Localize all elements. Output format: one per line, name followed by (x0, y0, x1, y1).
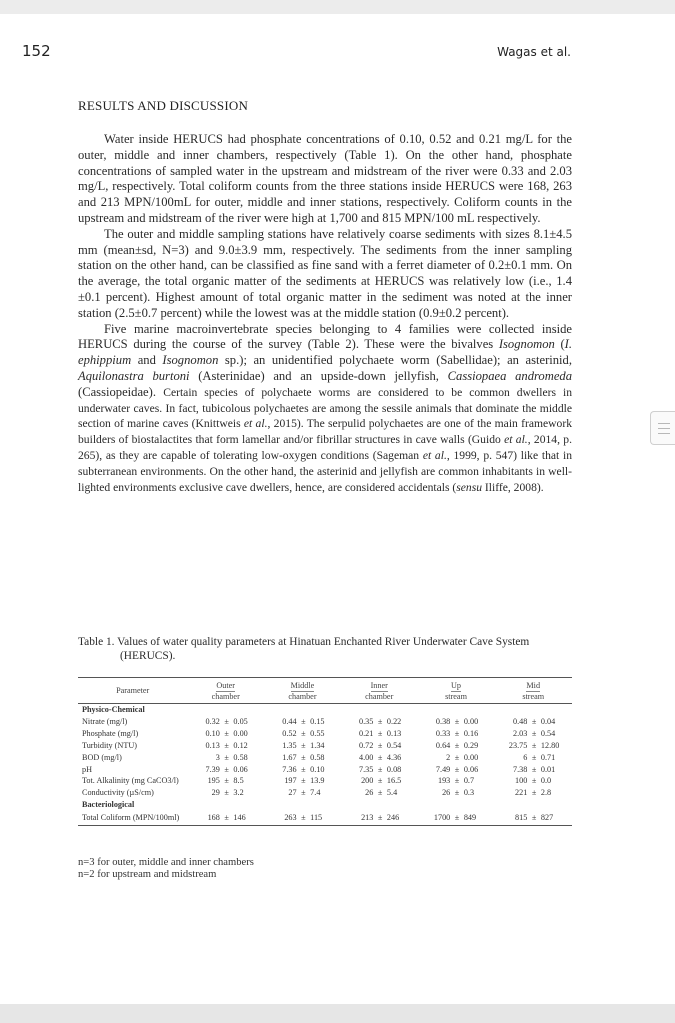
mean-value: 0.38 (435, 716, 451, 726)
sd-value: 13.9 (310, 776, 325, 786)
table-caption-line: Table 1. Values of water quality parameters at Hinatuan Enchanted River Underwater Cave System (78, 636, 530, 648)
header-inner-l1: Inner (370, 681, 388, 690)
mean-value: 0.13 (205, 740, 220, 750)
sd-value: 0.06 (233, 764, 248, 774)
table-row (78, 728, 572, 740)
header-middle-l2: chamber (288, 691, 317, 701)
paragraph-1: Water inside HERUCS had phosphate concentrations of 0.10, 0.52 and 0.21 mg/L for the outer, middle and inner chambers, respectively (Table 1). On the other hand, phosphate concentrations of sampled water in the upstream and midstream of the river were 0.33 and 2.03 mg/L, respectively. Total coliform counts from the three stations inside HERUCS were 168, 263 and 213 MPN/100mL for outer, middle and inner stations, respectively. Coliform counts in the upstream and midstream of the river were high at 1,700 and 815 MPN/100 mL respectively. (78, 132, 572, 225)
sd-value: 246 (386, 813, 400, 823)
plus-minus-sign: ± (224, 776, 229, 786)
plus-minus-sign: ± (377, 788, 383, 798)
header-middle-l1: Middle (290, 681, 315, 690)
mean-value: 26 (442, 788, 451, 798)
table-row (78, 740, 572, 752)
mean-value: 7.35 (359, 764, 374, 774)
sd-value: 0.15 (310, 716, 325, 726)
mean-value: 0.64 (435, 740, 451, 750)
plus-minus-sign: ± (531, 764, 537, 774)
mean-value: 263 (284, 813, 297, 823)
table-caption-line: (HERUCS). (120, 649, 176, 662)
header-upstream (418, 678, 495, 704)
mean-value: 0.10 (205, 728, 220, 738)
plus-minus-sign: ± (531, 740, 537, 750)
text-run: Iliffe, 2008). (482, 480, 544, 494)
plus-minus-sign: ± (224, 788, 229, 798)
plus-minus-sign: ± (301, 752, 306, 762)
header-up-l2: stream (445, 691, 467, 701)
plus-minus-sign: ± (377, 728, 383, 738)
sd-value: 827 (540, 813, 554, 823)
species-name: I. ephippium (78, 337, 572, 368)
paragraph-3 (78, 322, 572, 496)
sd-value: 0.12 (233, 740, 248, 750)
mean-value: 213 (361, 813, 374, 823)
plus-minus-sign: ± (454, 776, 460, 786)
parameter-name: Turbidity (NTU) (82, 740, 137, 750)
table-row (78, 775, 572, 787)
citation-etal: et al. (504, 433, 528, 447)
sd-value: 5.4 (386, 788, 398, 798)
header-up-l1: Up (451, 681, 462, 690)
sd-value: 16.5 (386, 776, 402, 786)
water-quality-table (78, 677, 572, 826)
plus-minus-sign: ± (454, 788, 460, 798)
plus-minus-sign: ± (531, 813, 537, 823)
mean-value: 7.36 (282, 764, 297, 774)
mean-value: 100 (515, 776, 528, 786)
handle-line (658, 428, 670, 429)
sd-value: 0.01 (540, 764, 556, 774)
mean-value: 0.33 (435, 728, 451, 738)
table-caption (78, 636, 572, 663)
mean-value: 1700 (433, 813, 451, 823)
plus-minus-sign: ± (301, 716, 306, 726)
species-name: Isognomon (162, 353, 219, 368)
mean-value: 2 (446, 752, 451, 762)
plus-minus-sign: ± (301, 788, 306, 798)
plus-minus-sign: ± (224, 813, 229, 823)
sd-value: 0.06 (463, 764, 479, 774)
header-mid-l2: stream (522, 691, 545, 701)
sd-value: 0.58 (310, 752, 325, 762)
plus-minus-sign: ± (224, 740, 229, 750)
plus-minus-sign: ± (454, 752, 460, 762)
mean-value: 815 (515, 813, 528, 823)
species-name: Aquilonastra burtoni (78, 368, 190, 383)
table-note: n=3 for outer, middle and inner chambers (78, 857, 254, 868)
sd-value: 0.16 (463, 728, 479, 738)
mean-value: 26 (365, 788, 374, 798)
header-inner-l2: chamber (365, 691, 394, 701)
plus-minus-sign: ± (301, 740, 306, 750)
sd-value: 0.54 (386, 740, 402, 750)
plus-minus-sign: ± (531, 728, 537, 738)
plus-minus-sign: ± (301, 776, 306, 786)
table-body (78, 704, 572, 826)
sd-value: 0.00 (463, 752, 479, 762)
table-row (78, 787, 572, 799)
mean-value: 4.00 (359, 752, 374, 762)
text-run: (Asterinidae) and an upside-down jellyfish, (189, 368, 448, 383)
mean-value: 23.75 (508, 740, 528, 750)
citation-sensu: sensu (456, 480, 483, 494)
mean-value: 3 (215, 752, 220, 762)
plus-minus-sign: ± (224, 764, 229, 774)
plus-minus-sign: ± (454, 740, 460, 750)
parameter-name: Phosphate (mg/l) (82, 728, 139, 738)
plus-minus-sign: ± (454, 716, 460, 726)
page-side-handle[interactable] (650, 411, 675, 445)
sd-value: 0.13 (386, 728, 402, 738)
plus-minus-sign: ± (224, 752, 229, 762)
table-row (78, 811, 572, 826)
plus-minus-sign: ± (224, 716, 229, 726)
mean-value: 7.38 (512, 764, 528, 774)
plus-minus-sign: ± (301, 813, 306, 823)
header-outer-l2: chamber (211, 691, 240, 701)
text-run: ( (554, 337, 565, 352)
mean-value: 0.21 (359, 728, 374, 738)
mean-value: 0.32 (205, 716, 220, 726)
header-parameter: Parameter (116, 686, 150, 696)
plus-minus-sign: ± (301, 728, 306, 738)
plus-minus-sign: ± (454, 764, 460, 774)
parameter-name: pH (82, 764, 93, 774)
text-run: (Cassiopeidae). (78, 384, 156, 399)
sd-value: 0.54 (540, 728, 556, 738)
citation-etal: et al. (243, 417, 268, 431)
mean-value: 195 (207, 776, 220, 786)
plus-minus-sign: ± (531, 788, 537, 798)
body-text (78, 132, 572, 495)
table-row (78, 752, 572, 764)
sd-value: 0.3 (463, 788, 475, 798)
sd-value: 0.55 (310, 728, 325, 738)
header-middle (264, 678, 341, 704)
text-run: Certain species of polychaete worms are considered to be common dwellers in underwater caves. In fact, tubicolous polychaetes are among the sessile animals that dominate the middle section of marine caves (Knittweis (78, 385, 572, 431)
paragraph-2: The outer and middle sampling stations have relatively coarse sediments with sizes 8.1±4.5 mm (mean±sd, N=3) and 9.0±3.9 mm, respectively. The sediments from the inner sampling station on the other hand, can be classified as fine sand with a ferret diameter of 0.2±0.1 mm. On the average, the total organic matter of the sediments at HERUCS was relatively low (i.e., 1.4 ±0.1 percent). Highest amount of total organic matter in the sediment was noted at the inner station (2.5±0.7 percent) while the lowest was at the middle station (0.9±0.2 percent). (78, 226, 572, 320)
mean-value: 7.49 (435, 764, 451, 774)
mean-value: 6 (523, 752, 528, 762)
sd-value: 8.5 (233, 776, 244, 786)
document-page (0, 14, 675, 1004)
mean-value: 0.35 (359, 716, 374, 726)
handle-line (658, 433, 670, 434)
section-heading: RESULTS AND DISCUSSION (78, 98, 249, 113)
running-head: Wagas et al. (497, 45, 571, 59)
plus-minus-sign: ± (301, 764, 306, 774)
mean-value: 200 (361, 776, 374, 786)
parameter-name: BOD (mg/l) (82, 752, 122, 762)
page-number: 152 (22, 42, 51, 60)
plus-minus-sign: ± (377, 764, 383, 774)
section-row (78, 799, 572, 811)
text-run: sp.); an unidentified polychaete worm (Sabellidae); an asterinid, (218, 353, 572, 368)
sd-value: 0.58 (233, 752, 248, 762)
sd-value: 146 (233, 813, 246, 823)
text-run: Five marine macroinvertebrate species belonging to 4 families were collected inside HERUCS during the course of the survey (Table 2). These were the bivalves (78, 321, 572, 352)
table-header-row (78, 678, 572, 704)
citation-etal: et al. (422, 448, 447, 462)
mean-value: 2.03 (512, 728, 528, 738)
handle-line (658, 423, 670, 424)
sd-value: 1.34 (310, 740, 325, 750)
mean-value: 1.67 (282, 752, 297, 762)
header-outer (187, 678, 264, 704)
mean-value: 0.72 (359, 740, 374, 750)
mean-value: 168 (207, 813, 220, 823)
sd-value: 0.71 (540, 752, 556, 762)
parameter-name: Tot. Alkalinity (mg CaCO3/l) (82, 776, 179, 786)
sd-value: 115 (310, 813, 323, 823)
table-note: n=2 for upstream and midstream (78, 869, 217, 881)
viewer-bottom-strip (0, 1004, 675, 1023)
table-notes (78, 857, 572, 881)
mean-value: 193 (437, 776, 451, 786)
plus-minus-sign: ± (224, 728, 229, 738)
plus-minus-sign: ± (377, 716, 383, 726)
header-mid-l1: Mid (526, 681, 541, 690)
sd-value: 0.10 (310, 764, 325, 774)
mean-value: 29 (211, 788, 220, 798)
sd-value: 12.80 (540, 740, 560, 750)
header-inner (341, 678, 418, 704)
section-row (78, 704, 572, 716)
table-row (78, 764, 572, 776)
mean-value: 1.35 (282, 740, 297, 750)
sd-value: 0.7 (463, 776, 475, 786)
text-run-small (78, 386, 572, 494)
mean-value: 7.39 (205, 764, 220, 774)
text-run: , 2015). The serpulid polychaetes are one of the main framework builders of biostalactites that form lamellar and/or fibrillar structures in cave walls (Guido (78, 417, 572, 447)
sd-value: 849 (463, 813, 477, 823)
sd-value: 2.8 (540, 788, 552, 798)
header-midstream (494, 678, 572, 704)
sd-value: 0.00 (463, 716, 479, 726)
plus-minus-sign: ± (531, 776, 537, 786)
parameter-name: Total Coliform (MPN/100ml) (82, 813, 180, 823)
plus-minus-sign: ± (377, 752, 383, 762)
sd-value: 3.2 (233, 788, 244, 798)
plus-minus-sign: ± (454, 728, 460, 738)
text-run: , 1999, p. 547) like that in subterranean environments. On the other hand, the asterinid and jellyfish are common inhabitants in well-lighted environments exclusive cave dwellers, hence, are considered accidentals ( (78, 448, 572, 494)
mean-value: 197 (284, 776, 297, 786)
plus-minus-sign: ± (377, 776, 383, 786)
sd-value: 0.22 (386, 716, 402, 726)
sd-value: 0.00 (233, 728, 248, 738)
plus-minus-sign: ± (454, 813, 460, 823)
section-physico-chemical: Physico-Chemical (82, 705, 145, 714)
sd-value: 0.04 (540, 716, 556, 726)
header-outer-l1: Outer (216, 681, 236, 690)
sd-value: 7.4 (310, 788, 321, 798)
plus-minus-sign: ± (531, 752, 537, 762)
text-run: and (131, 353, 163, 368)
plus-minus-sign: ± (531, 716, 537, 726)
plus-minus-sign: ± (377, 740, 383, 750)
plus-minus-sign: ± (377, 813, 383, 823)
sd-value: 0.0 (540, 776, 552, 786)
sd-value: 0.05 (233, 716, 248, 726)
parameter-name: Nitrate (mg/l) (82, 716, 128, 726)
mean-value: 27 (288, 788, 297, 798)
sd-value: 4.36 (386, 752, 402, 762)
sd-value: 0.08 (386, 764, 402, 774)
mean-value: 0.52 (282, 728, 297, 738)
table-row (78, 716, 572, 728)
mean-value: 0.48 (512, 716, 528, 726)
section-bacteriological: Bacteriological (82, 800, 135, 810)
species-name: Cassiopaea andromeda (447, 368, 572, 383)
mean-value: 0.44 (282, 716, 297, 726)
species-name: Isognomon (498, 337, 555, 352)
mean-value: 221 (515, 788, 528, 798)
sd-value: 0.29 (463, 740, 479, 750)
parameter-name: Conductivity (µS/cm) (82, 788, 154, 798)
text-run: , 2014, p. 265), as they are capable of tolerating low-oxygen conditions (Sageman (78, 433, 572, 462)
